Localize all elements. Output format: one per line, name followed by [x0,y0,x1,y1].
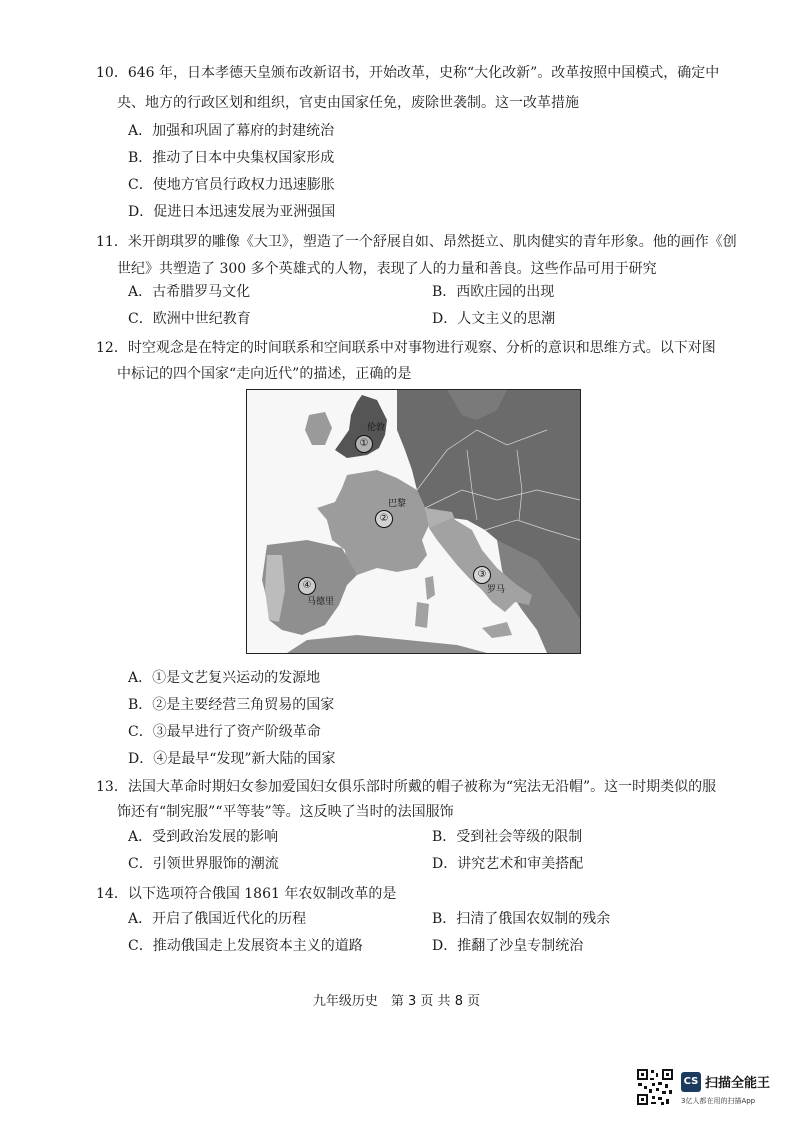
q13-stem-line1: 13．法国大革命时期妇女参加爱国妇女俱乐部时所戴的帽子被称为“宪法无沿帽”。这一时期类似的服 [96,779,717,795]
q12-option-b: B．②是主要经营三角贸易的国家 [128,697,335,713]
q10-option-a: A．加强和巩固了幕府的封建统治 [128,123,335,139]
city-label-rome: 罗马 [487,585,506,595]
scanner-app-name: 扫描全能王 [705,1076,771,1091]
city-label-london: 伦敦 [367,423,386,433]
city-label-paris: 巴黎 [388,499,407,509]
q14-option-a: A．开启了俄国近代化的历程 [128,911,307,927]
q13-stem-line2: 饰还有“制宪服”“平等装”等。这反映了当时的法国服饰 [117,804,454,820]
q13-option-b: B．受到社会等级的限制 [432,829,583,845]
city-label-madrid: 马德里 [307,597,335,607]
page-footer: 九年级历史 第 3 页 共 8 页 [312,994,481,1009]
q10-option-b: B．推动了日本中央集权国家形成 [128,150,335,166]
q10-option-c: C．使地方官员行政权力迅速膨胀 [128,177,335,193]
scanner-watermark [636,1068,786,1110]
q11-option-b: B．西欧庄园的出现 [432,284,555,300]
q10-option-d: D．促进日本迅速发展为亚洲强国 [128,204,336,220]
q10-stem-line1: 10．646 年，日本孝德天皇颁布改新诏书，开始改革，史称“大化改新”。改革按照中国模式，确定中 [96,65,720,81]
map-marker-3: ③ [473,566,491,584]
q13-option-d: D．讲究艺术和审美搭配 [432,856,584,872]
map-marker-4: ④ [298,577,316,595]
europe-map [246,389,581,654]
q12-stem-line2: 中标记的四个国家“走向近代”的描述，正确的是 [117,366,412,382]
europe-map-drawing [247,390,580,653]
cs-logo: CS [681,1072,701,1092]
q11-option-a: A．古希腊罗马文化 [128,284,251,300]
q14-option-b: B．扫清了俄国农奴制的残余 [432,911,611,927]
q12-option-d: D．④是最早“发现”新大陆的国家 [128,751,336,767]
q12-stem-line1: 12．时空观念是在特定的时间联系和空间联系中对事物进行观察、分析的意识和思维方式。以下对图 [96,340,716,356]
scanner-tagline: 3亿人都在用的扫描App [681,1097,756,1105]
q13-option-c: C．引领世界服饰的潮流 [128,856,279,872]
q12-option-c: C．③最早进行了资产阶级革命 [128,724,321,740]
map-marker-2: ② [375,510,393,528]
q11-option-d: D．人文主义的思潮 [432,311,556,327]
q11-option-c: C．欧洲中世纪教育 [128,311,251,327]
map-marker-1: ① [355,435,373,453]
q13-option-a: A．受到政治发展的影响 [128,829,279,845]
qr-code-icon [636,1068,674,1106]
q14-stem-line1: 14．以下选项符合俄国 1861 年农奴制改革的是 [96,886,397,902]
q14-option-d: D．推翻了沙皇专制统治 [432,938,584,954]
q10-stem-line2: 央、地方的行政区划和组织，官吏由国家任免，废除世袭制。这一改革措施 [117,95,579,111]
q11-stem-line1: 11．米开朗琪罗的雕像《大卫》，塑造了一个舒展自如、昂然挺立、肌肉健实的青年形象。他的画作《创 [96,234,737,250]
q14-option-c: C．推动俄国走上发展资本主义的道路 [128,938,363,954]
q12-option-a: A．①是文艺复兴运动的发源地 [128,670,321,686]
q11-stem-line2: 世纪》共塑造了 300 多个英雄式的人物，表现了人的力量和善良。这些作品可用于研究 [117,261,657,277]
